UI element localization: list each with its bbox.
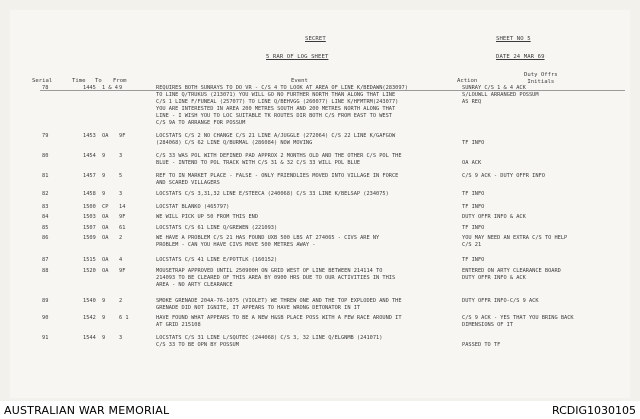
log-from: 9F: [119, 133, 126, 139]
col-header-action: Action: [457, 78, 478, 84]
action-line: OA ACK: [462, 160, 482, 167]
event-line: LOCSTAT BLANKO (465797): [156, 204, 230, 210]
event-line: BLUE - INTEND TO POL TRACK WITH C/S 31 & 32 C/S 33 WILL POL BLUE: [156, 160, 361, 167]
action-line: SUNRAY C/S 1 & 4 ACK: [462, 85, 526, 91]
log-date: DATE 24 MAR 69: [496, 54, 545, 60]
log-from: 3: [119, 153, 123, 159]
log-time: 1500: [83, 204, 96, 210]
log-time: 1503: [83, 214, 96, 220]
event-line: WE HAVE A PROBLEM C/S 21 HAS FOUND UXB 500 LBS AT 274065 - CIVS ARE NY: [156, 235, 380, 241]
col-header-serial: Serial: [32, 78, 53, 84]
log-to: OA: [102, 225, 109, 231]
event-line: AND SCARED VILLAGERS: [156, 180, 220, 187]
log-from: 3: [119, 191, 123, 197]
action-line: [462, 133, 484, 140]
log-time: 1509: [83, 235, 96, 241]
event-line: YOU ARE INTERESTED IN AREA 200 METRES SOUTH AND 200 METRES NORTH ALONG THAT: [156, 106, 396, 113]
log-time: 1454: [83, 153, 96, 159]
log-from: 5: [119, 173, 123, 179]
log-serial: 90: [42, 315, 49, 321]
log-action: [462, 235, 567, 249]
action-line: TF INFO: [462, 225, 485, 231]
log-action: [462, 191, 484, 198]
log-time: 1544: [83, 335, 96, 341]
log-time: 1542: [83, 315, 96, 321]
log-from: 2: [119, 298, 123, 304]
log-event: [156, 298, 461, 312]
log-time: 1453: [83, 133, 96, 139]
event-line: (284068) C/S 62 LINE Q/BURMAL (286084) NOW MOVING: [156, 140, 313, 147]
log-event: [156, 214, 461, 221]
log-serial: 87: [42, 257, 49, 263]
log-from: 9F: [119, 268, 126, 274]
event-line: AREA - NO ARTY CLEARANCE: [156, 282, 233, 289]
log-from: 2: [119, 235, 123, 241]
action-line: [462, 153, 481, 160]
archive-footer: [0, 401, 640, 419]
col-header-duty-offr: Duty Offrs Initials: [524, 72, 558, 85]
log-event: [156, 204, 461, 211]
col-header-event: Event: [291, 78, 308, 84]
event-line: LOCSTATS C/S 41 LINE E/POTTLK (160152): [156, 257, 278, 263]
log-action: [462, 133, 484, 147]
event-line: REF TO IN MARKET PLACE - FALSE - ONLY FRIENDLIES MOVED INTO VILLAGE IN FORCE: [156, 173, 399, 179]
log-serial: 88: [42, 268, 49, 274]
action-line: C/S 21: [462, 242, 482, 249]
log-time: 1507: [83, 225, 96, 231]
log-event: [156, 335, 461, 349]
log-action: [462, 214, 526, 221]
log-action: [462, 257, 484, 264]
event-line: MOUSETRAP APPROVED UNTIL 250900H ON GRID WEST OF LINE BETWEEN 214114 TO: [156, 268, 383, 274]
event-line: WE WILL PICK UP 50 FROM THIS END: [156, 214, 259, 220]
log-to: OA: [102, 268, 109, 274]
log-serial: 84: [42, 214, 49, 220]
log-serial: 81: [42, 173, 49, 179]
log-action: [462, 335, 500, 349]
log-from: 9F: [119, 214, 126, 220]
event-line: AT GRID 215108: [156, 322, 201, 329]
action-line: ENTERED ON ARTY CLEARANCE BOARD: [462, 268, 561, 274]
log-event: [156, 315, 461, 329]
action-line: C/S 9 ACK - YES THAT YOU BRING BACK: [462, 315, 574, 321]
event-line: PROBLEM - CAN YOU HAVE CIVS MOVE 500 METRES AWAY -: [156, 242, 316, 249]
action-line: PASSED TO TF: [462, 342, 501, 349]
log-serial: 91: [42, 335, 49, 341]
log-action: [462, 225, 484, 232]
event-line: LOCSTATS C/S 31 LINE L/SQUTEC (244068) C/S 3, 32 LINE Q/ELGNMB (241071): [156, 335, 383, 341]
log-to: 9: [102, 173, 106, 179]
log-serial: 79: [42, 133, 49, 139]
log-time: 1540: [83, 298, 96, 304]
log-from: 6 1: [119, 315, 129, 321]
action-line: DIMENSIONS OF IT: [462, 322, 514, 329]
log-serial: 86: [42, 235, 49, 241]
archive-name: AUSTRALIAN WAR MEMORIAL: [4, 404, 170, 417]
log-action: [462, 315, 574, 329]
log-serial: 85: [42, 225, 49, 231]
log-to: 9: [102, 335, 106, 341]
action-line: DUTY OFFR INFO & ACK: [462, 275, 526, 282]
log-action: [462, 268, 561, 282]
log-serial: 80: [42, 153, 49, 159]
log-time: 1515: [83, 257, 96, 263]
event-line: LINE - I WISH YOU TO LOC SUITABLE TK ROUTES DIR BOTH C/S FROM EAST TO WEST: [156, 113, 392, 120]
event-line: GRENADE DID NOT IGNITE, IT APPEARS TO HAVE WRONG DETONATOR IN IT: [156, 305, 361, 312]
log-event: [156, 235, 461, 249]
event-line: REQUIRES BOTH SUNRAYS TO DO VR - C/S 4 TO LOOK AT AREA OF LINE K/BEDAWN(283097): [156, 85, 408, 91]
log-time: 1458: [83, 191, 96, 197]
log-to: 9: [102, 298, 106, 304]
log-from: 61: [119, 225, 126, 231]
event-line: HAVE FOUND WHAT APPEARS TO BE A NEW H&SB PLACE POSS WITH A FEW RACE AROUND IT: [156, 315, 402, 321]
event-line: C/S 9A TO ARRANGE FOR POSSUM: [156, 120, 246, 127]
action-line: TF INFO: [462, 204, 485, 210]
action-line: TF INFO: [462, 257, 485, 263]
log-to: 9: [102, 153, 106, 159]
log-to: 9: [102, 191, 106, 197]
log-to: CP: [102, 204, 109, 210]
log-event: [156, 173, 461, 187]
log-to: OA: [102, 257, 109, 263]
log-serial: 78: [42, 85, 49, 91]
sheet-number: SHEET NO 5: [496, 36, 531, 42]
event-line: LOCSTATS C/S 3,31,32 LINE E/STEECA (240068) C/S 33 LINE K/BELSAP (234075): [156, 191, 389, 197]
log-time: 1520: [83, 268, 96, 274]
action-line: DUTY OFFR INFO & ACK: [462, 214, 526, 220]
event-line: TO LINE Q/TRUKUS (213071) YOU WILL GO NO FURTHER NORTH THAN ALONG THAT LINE: [156, 92, 396, 99]
log-time: 1445: [83, 85, 96, 91]
action-line: TF INFO: [462, 191, 485, 197]
log-serial: 83: [42, 204, 49, 210]
log-serial: 89: [42, 298, 49, 304]
event-line: LOCSTATS C/S 61 LINE Q/GREWEN (221093): [156, 225, 278, 231]
log-action: [462, 298, 539, 305]
log-event: [156, 257, 461, 264]
log-sheet: [10, 10, 630, 398]
classification-label: SECRET: [305, 36, 326, 42]
action-line: DUTY OFFR INFO-C/S 9 ACK: [462, 298, 539, 304]
log-event: [156, 268, 461, 289]
log-action: [462, 173, 545, 180]
log-action: [462, 204, 484, 211]
action-line: TF INFO: [462, 140, 485, 147]
event-line: C/S 33 TO BE OPN BY POSSUM: [156, 342, 239, 349]
event-line: C/S 33 WAS POL WITH DEFINED PAD APPROX 2 MONTHS OLD AND THE OTHER C/S POL THE: [156, 153, 402, 159]
log-action: [462, 85, 539, 106]
action-line: YOU MAY NEED AN EXTRA C/S TO HELP: [462, 235, 568, 241]
log-event: [156, 153, 461, 167]
action-line: S/LOUWLL ARRANGED POSSUM: [462, 92, 539, 99]
action-line: [462, 335, 500, 342]
archive-reference: RCDIG1030105: [551, 404, 636, 417]
col-header-to: To: [95, 78, 102, 84]
log-event: [156, 133, 461, 147]
log-from: 14: [119, 204, 126, 210]
col-header-from: From: [113, 78, 127, 84]
event-line: LOCSTATS C/S 2 NO CHANGE C/S 21 LINE A/JUGGLE (272064) C/S 22 LINE K/GAFGOW: [156, 133, 396, 139]
log-from: 9: [119, 85, 123, 91]
log-to: 9: [102, 315, 106, 321]
log-to: OA: [102, 235, 109, 241]
log-from: 4: [119, 257, 123, 263]
log-event: [156, 85, 461, 128]
log-event: [156, 191, 461, 198]
log-serial: 82: [42, 191, 49, 197]
log-to: OA: [102, 133, 109, 139]
event-line: SMOKE GRENADE 204A-76-1075 (VIOLET) WE THREW ONE AND THE TOP EXPLODED AND THE: [156, 298, 402, 304]
log-action: [462, 153, 481, 167]
action-line: C/S 9 ACK - DUTY OFFR INFO: [462, 173, 545, 179]
event-line: C/S 1 LINE F/FUNEAL (257077) TO LINE Q/BEHVGG (260077) LINE K/HFMTRM(243077): [156, 99, 399, 106]
log-to: 1 & 4: [102, 85, 118, 91]
log-title: 5 RAR OF LOG SHEET: [266, 54, 329, 60]
log-from: 3: [119, 335, 123, 341]
log-to: OA: [102, 214, 109, 220]
event-line: 214093 TO BE CLEARED OF THIS AREA BY 0900 HRS DUE TO OUR ACTIVITIES IN THIS: [156, 275, 396, 282]
log-event: [156, 225, 461, 232]
col-header-time: Time: [72, 78, 86, 84]
log-time: 1457: [83, 173, 96, 179]
action-line: AS REQ: [462, 99, 482, 106]
